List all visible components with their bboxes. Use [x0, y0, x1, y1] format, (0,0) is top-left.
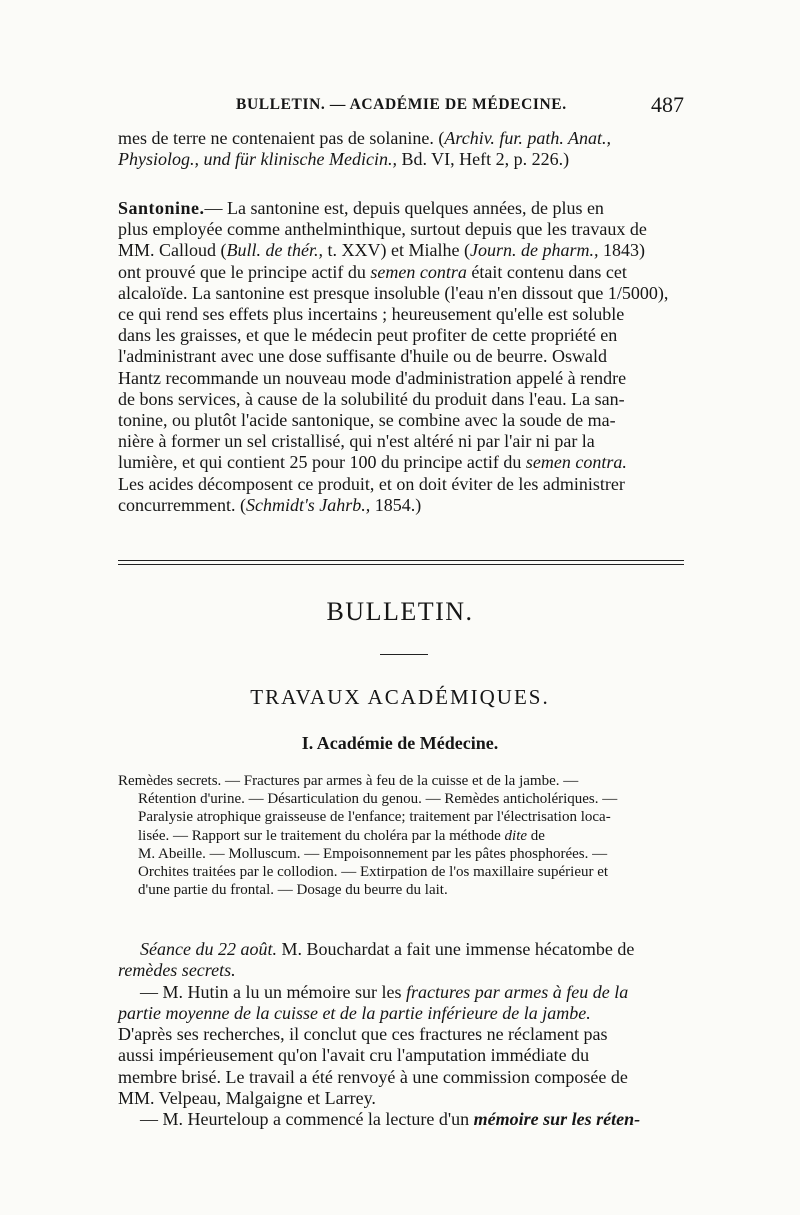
summary-line: Orchites traitées par le collodion. — Extirpation de l'os maxillaire supérieur et	[138, 864, 609, 881]
text-line: — M. Hutin a lu un mémoire sur les fractures par armes à feu de la	[140, 981, 629, 1002]
summary-line: d'une partie du frontal. — Dosage du beurre du lait.	[138, 882, 448, 899]
section-heading: I. Académie de Médecine.	[301, 733, 499, 753]
text-line: ce qui rend ses effets plus incertains ; heureusement qu'elle est soluble	[118, 304, 625, 325]
text-line: — M. Heurteloup a commencé la lecture d'un mémoire sur les réten-	[140, 1109, 641, 1130]
summary-line: Remèdes secrets. — Fractures par armes à feu de la cuisse et de la jambe. —	[118, 773, 579, 789]
running-header	[118, 92, 686, 120]
text-line: lumière, et qui contient 25 pour 100 du principe actif du semen contra.	[118, 452, 627, 473]
text-line: tonine, ou plutôt l'acide santonique, se combine avec la soude de ma-	[118, 410, 616, 431]
text-line: aussi impérieusement qu'on l'avait cru l'amputation immédiate du	[118, 1045, 590, 1066]
text-line: plus employée comme anthelminthique, surtout depuis que les travaux de	[118, 219, 647, 240]
text-line: MM. Calloud (Bull. de thér., t. XXV) et Mialhe (Journ. de pharm., 1843)	[118, 240, 645, 261]
santonine-paragraph	[118, 198, 684, 516]
text-line: de bons services, à cause de la solubilité du produit dans l'eau. La san-	[118, 388, 625, 409]
summary-block	[118, 772, 686, 899]
summary-line: M. Abeille. — Molluscum. — Empoisonnement par les pâtes phosphorées. —	[138, 845, 608, 862]
section-divider	[118, 560, 684, 561]
text-line: nière à former un sel cristallisé, qui n'est altéré ni par l'air ni par la	[118, 431, 595, 452]
text-line: concurremment. (Schmidt's Jahrb., 1854.)	[118, 494, 422, 515]
text-line: alcaloïde. La santonine est presque insoluble (l'eau n'en dissout que 1/5000),	[118, 282, 669, 303]
text-line: Hantz recommande un nouveau mode d'administration appelé à rendre	[118, 367, 627, 388]
santonine-heading: Santonine.	[118, 198, 205, 218]
text-line: mes de terre ne contenaient pas de solanine. (Archiv. fur. path. Anat.,	[118, 128, 612, 148]
text-line: Les acides décomposent ce produit, et on doit éviter de les administrer	[118, 473, 625, 494]
text-line: remèdes secrets.	[118, 960, 236, 981]
text-line: D'après ses recherches, il conclut que ces fractures ne réclament pas	[118, 1024, 608, 1045]
seance-paragraph	[118, 939, 686, 1131]
section-divider	[118, 564, 684, 565]
text-line: Physiolog., und für klinische Medicin., Bd. VI, Heft 2, p. 226.)	[118, 149, 570, 170]
page-number: 487	[651, 92, 684, 117]
text-line: Séance du 22 août. M. Bouchardat a fait une immense hécatombe de	[140, 939, 635, 959]
text-line: l'administrant avec une dose suffisante d'huile ou de beurre. Oswald	[118, 346, 608, 367]
bulletin-title: BULLETIN.	[326, 597, 474, 626]
text-line: ont prouvé que le principe actif du semen contra était contenu dans cet	[118, 261, 627, 282]
text-line: partie moyenne de la cuisse et de la partie inférieure de la jambe.	[118, 1002, 591, 1023]
summary-line: Paralysie atrophique graisseuse de l'enfance; traitement par l'électrisation loca-	[138, 809, 611, 826]
running-title: BULLETIN. — ACADÉMIE DE MÉDECINE.	[236, 96, 567, 113]
title-rule	[380, 654, 428, 655]
text-line: membre brisé. Le travail a été renvoyé à une commission composée de	[118, 1066, 628, 1087]
text-line: dans les graisses, et que le médecin peut profiter de cette propriété en	[118, 325, 618, 346]
travaux-heading: TRAVAUX ACADÉMIQUES.	[250, 685, 550, 709]
text-line: Santonine.— La santonine est, depuis quelques années, de plus en	[118, 198, 604, 218]
text-line: MM. Velpeau, Malgaigne et Larrey.	[118, 1088, 376, 1109]
summary-line: lisée. — Rapport sur le traitement du choléra par la méthode dite de	[138, 827, 545, 844]
summary-line: Rétention d'urine. — Désarticulation du genou. — Remèdes anticholériques. —	[138, 791, 618, 808]
top-paragraph	[118, 128, 684, 170]
